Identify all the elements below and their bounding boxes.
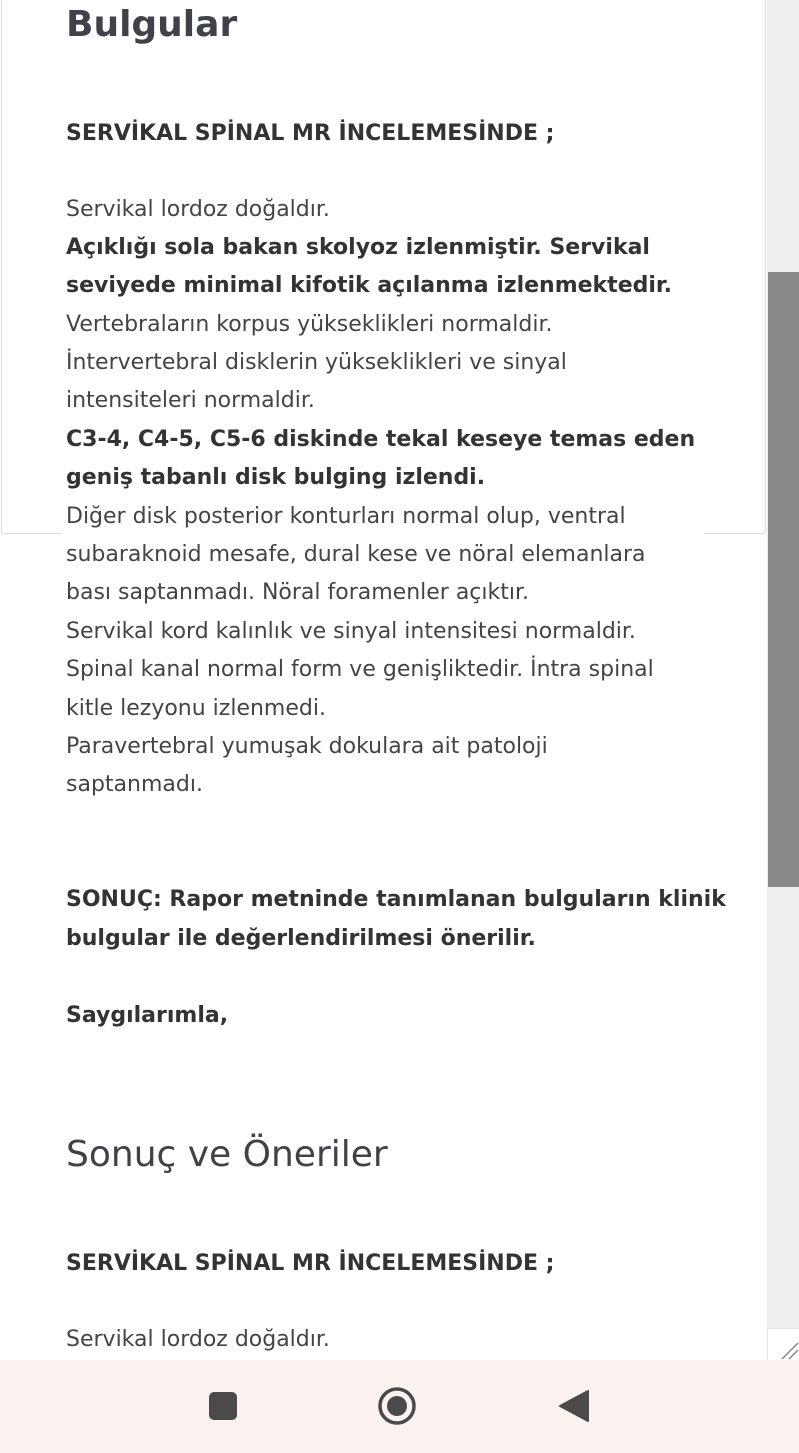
home-button[interactable] — [373, 1382, 421, 1430]
report-line: subaraknoid mesafe, dural kese ve nöral elemanlara — [66, 542, 646, 567]
conclusion-title: Sonuç ve Öneriler — [66, 1134, 388, 1175]
square-icon — [207, 1390, 239, 1422]
report-line: saptanmadı. — [66, 772, 203, 797]
report-line: C3-4, C4-5, C5-6 diskinde tekal keseye temas eden — [66, 427, 696, 452]
report-line: Servikal lordoz doğaldır. — [66, 197, 330, 222]
scrollbar-thumb[interactable] — [768, 272, 799, 887]
conclusion-line: SONUÇ: Rapor metninde tanımlanan bulguların klinik — [66, 887, 726, 912]
report-line: Açıklığı sola bakan skolyoz izlenmiştir. Servikal — [66, 235, 650, 260]
report-line: kitle lezyonu izlenmedi. — [66, 696, 326, 721]
report-line: geniş tabanlı disk bulging izlendi. — [66, 465, 486, 490]
report-line: bası saptanmadı. Nöral foramenler açıktır. — [66, 580, 530, 605]
signature-line: Saygılarımla, — [66, 1003, 229, 1028]
report-line: Diğer disk posterior konturları normal olup, ventral — [66, 504, 626, 529]
report-line: Servikal kord kalınlık ve sinyal intensitesi normaldir. — [66, 619, 636, 644]
report-line: Paravertebral yumuşak dokulara ait patoloji — [66, 734, 548, 759]
system-navigation-bar — [0, 1360, 799, 1453]
report-line: intensiteleri normaldir. — [66, 388, 315, 413]
report-line: Spinal kanal normal form ve genişliktedir. İntra spinal — [66, 657, 654, 682]
circle-home-icon — [375, 1384, 419, 1428]
report-line: Vertebraların korpus yükseklikleri normaldir. — [66, 312, 553, 337]
resize-grip-icon — [768, 1329, 799, 1360]
back-button[interactable] — [548, 1382, 596, 1430]
conclusion-line: bulgular ile değerlendirilmesi önerilir. — [66, 926, 536, 951]
report-line: seviyede minimal kifotik açılanma izlenmektedir. — [66, 273, 672, 298]
recents-button[interactable] — [199, 1382, 247, 1430]
report-line: SERVİKAL SPİNAL MR İNCELEMESİNDE ; — [66, 121, 555, 146]
findings-title: Bulgular — [66, 4, 238, 45]
report-line: İntervertebral disklerin yükseklikleri ve sinyal — [66, 350, 567, 375]
triangle-back-icon — [554, 1388, 590, 1424]
resize-handle[interactable] — [767, 1328, 799, 1360]
report-line: SERVİKAL SPİNAL MR İNCELEMESİNDE ; — [66, 1251, 555, 1276]
report-line: Servikal lordoz doğaldır. — [66, 1327, 330, 1352]
